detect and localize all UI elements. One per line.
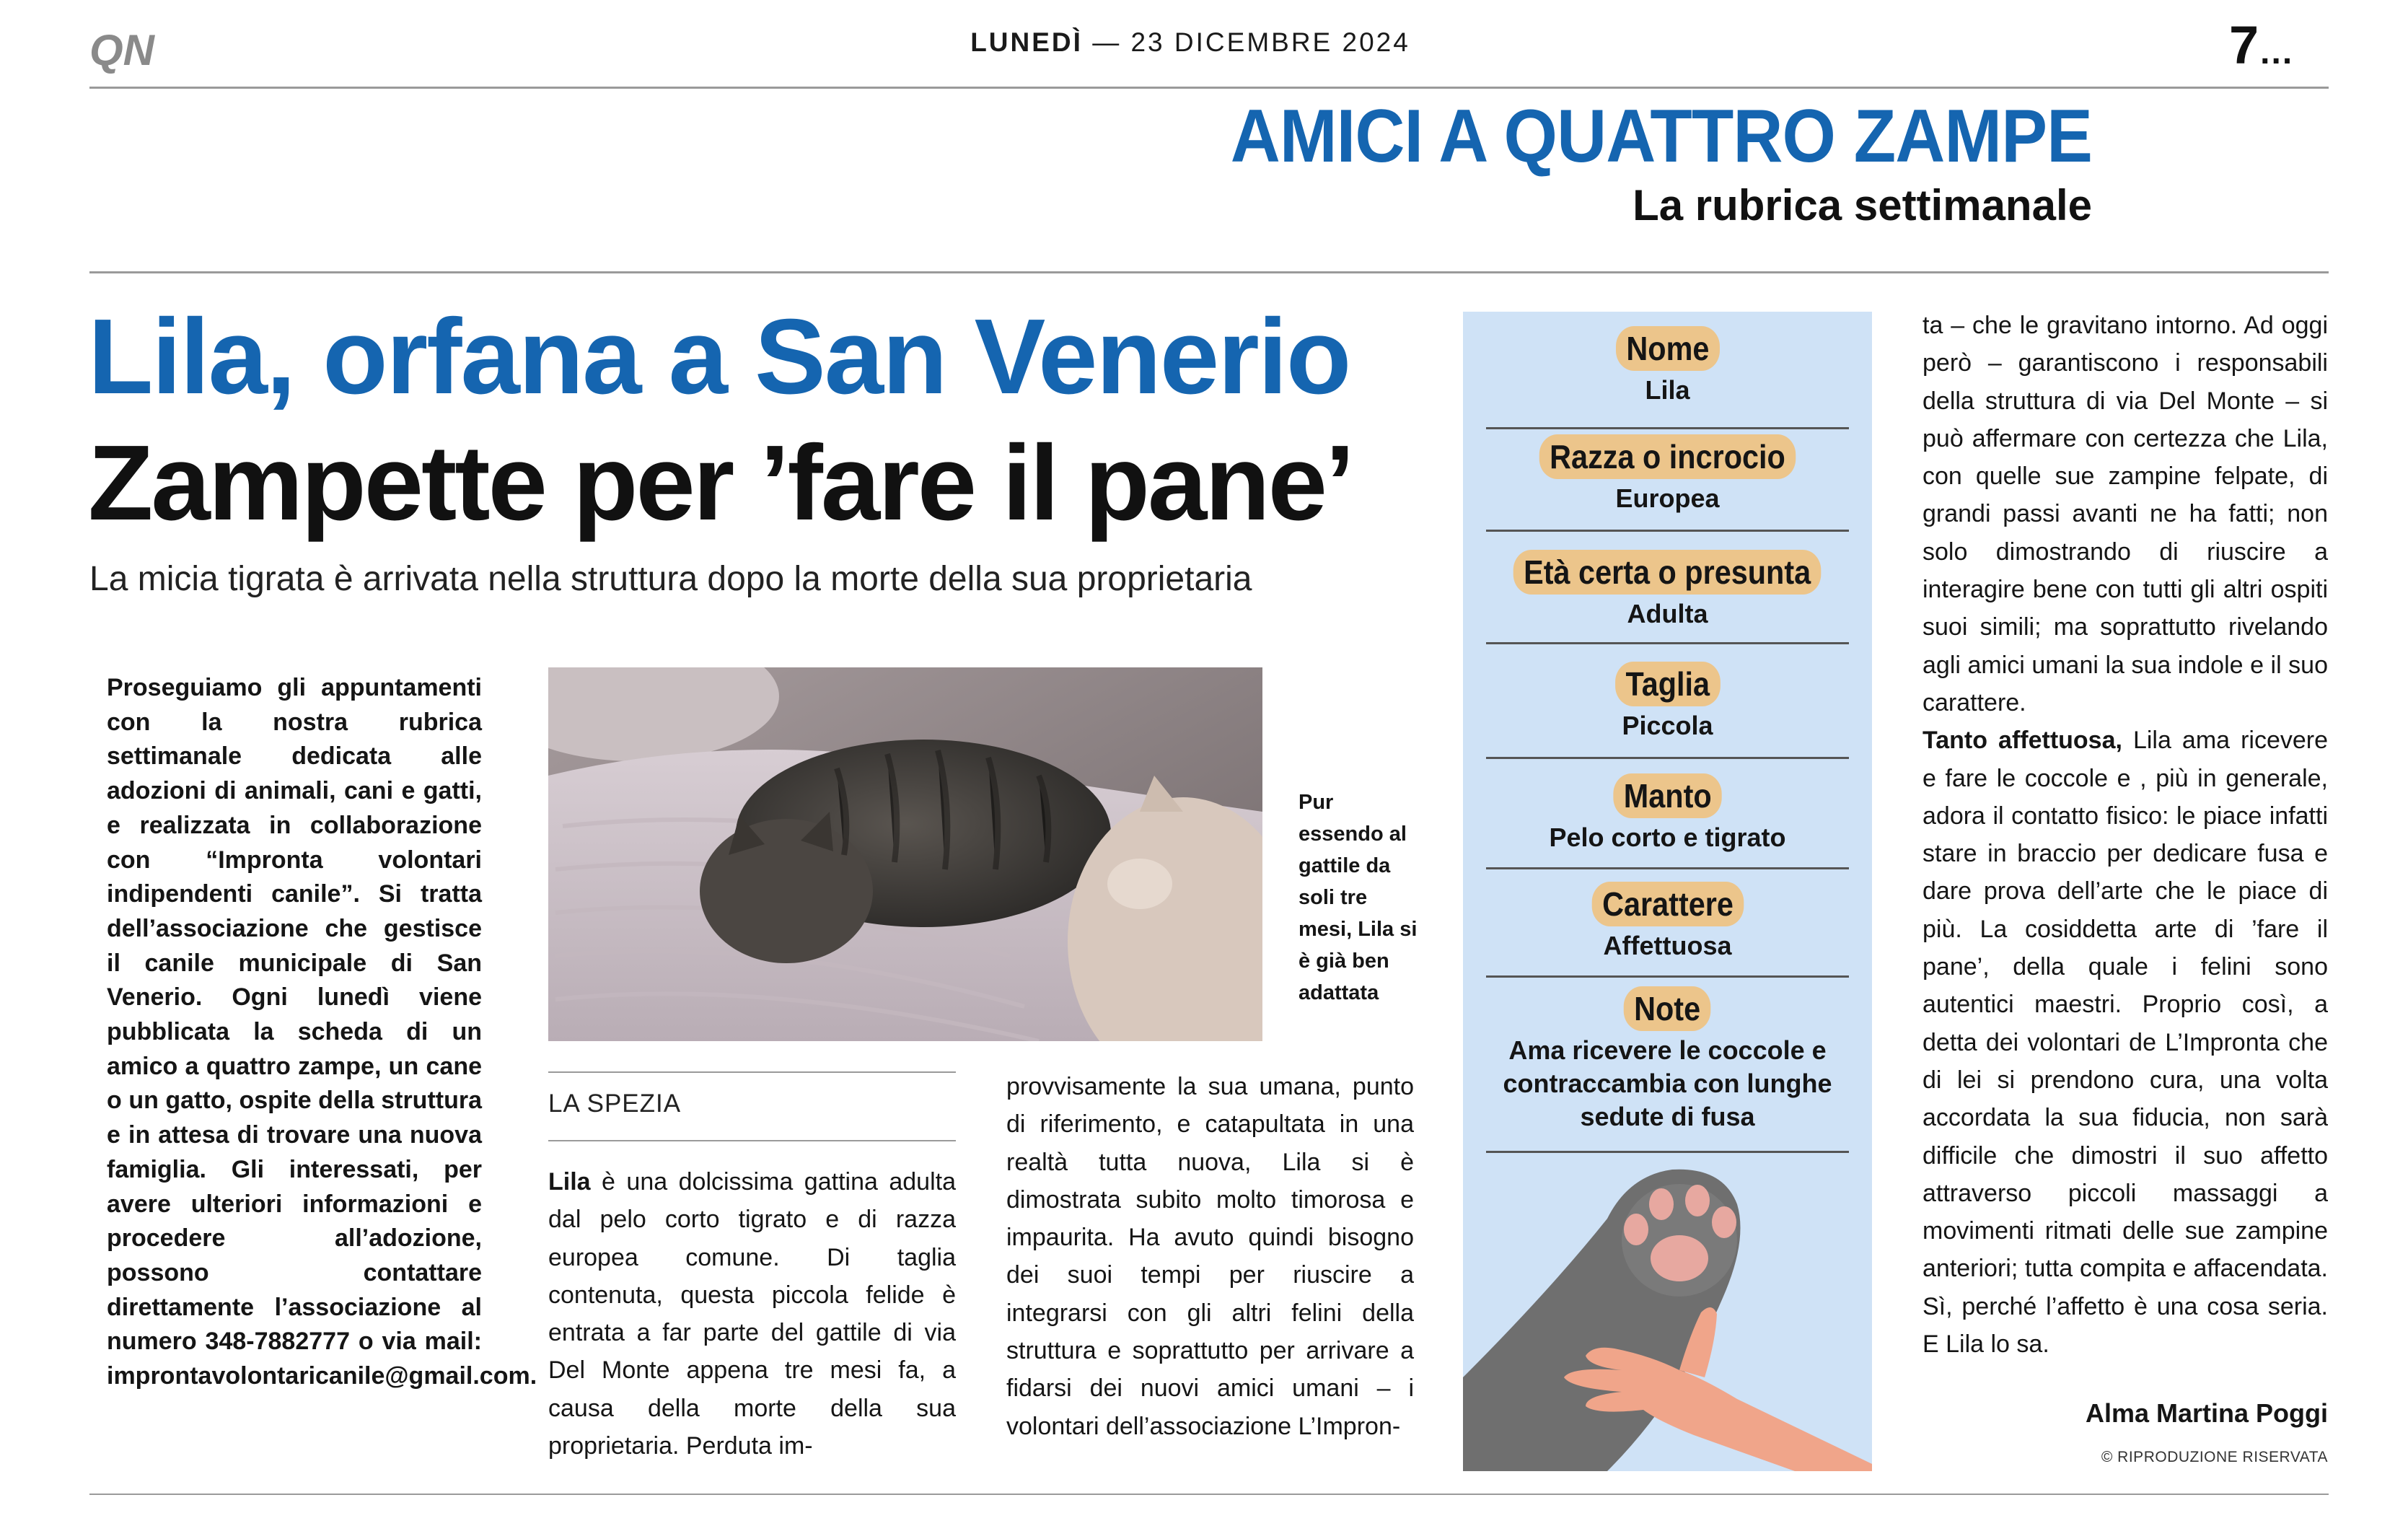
card-separator [1486,975,1849,978]
intro-paragraph: Proseguiamo gli appuntamenti con la nostra rubrica settimanale dedicata alle adozioni di animali, cani e gatti, e realizzata in collaborazione con “Impronta volontari indipendenti canile”. Si tratta dell’associazione che gestisce il canile municipale di San Venerio. Ogni lunedì viene pubblicata la scheda di un amico a quattro zampe, un cane o un gatto, ospite della struttura e in attesa di trovare una nuova famiglia. Gli interessati, per avere ulteriori informazioni e procedere all’adozione, possono contattare direttamente l’associazione al numero 348-7882777 o via mail: improntavolontaricanile@gmail.com. [107,674,537,1390]
card-field-note [1486,986,1849,1133]
location: LA SPEZIA [548,1089,682,1118]
weekday: LUNEDÌ [970,27,1083,57]
card-value: Ama ricevere le coccole e contraccambia con lunghe sedute di fusa [1503,1035,1832,1131]
card-separator [1486,427,1849,429]
card-label: Manto [1613,773,1722,818]
location-rule-top [548,1071,956,1073]
paw-pad-icon [1651,1235,1708,1281]
card-label: Note [1624,986,1711,1031]
location-rule-bottom [548,1140,956,1141]
section-title: AMICI A QUATTRO ZAMPE [1230,95,2092,178]
card-separator [1486,757,1849,759]
standfirst: La micia tigrata è arrivata nella struttura dopo la morte della sua proprietaria [89,560,1252,598]
card-separator [1486,530,1849,532]
qn-logo-text: QN [89,27,154,74]
card-label: Nome [1616,326,1720,371]
top-rule [89,87,2329,89]
page-number-digit: 7 [2229,15,2261,75]
body-lead-name: Lila [548,1168,591,1196]
card-label: Carattere [1591,882,1744,926]
card-separator [1486,867,1849,869]
date: 23 DICEMBRE 2024 [1130,27,1410,57]
copyright: © RIPRODUZIONE RISERVATA [2101,1449,2328,1465]
card-value: Adulta [1627,599,1708,628]
body-column-3 [1923,307,2328,1363]
dateline [794,27,1587,58]
byline: Alma Martina Poggi [2085,1398,2328,1428]
card-field-manto [1486,773,1849,854]
card-label: Taglia [1615,662,1720,706]
body-text-3a: ta – che le gravitano intorno. Ad oggi però – garantiscono i responsabili della struttura di via Del Monte – si può affermare con certezza che Lila, con quelle sue zampine felpate, di grandi passi avanti ne ha fatti; non solo dimostrando di riuscire a interagire bene con tutti gli altri ospiti suoi simili; ma soprattutto rivelando agli amici umani la sua indole e il suo carattere. [1923,312,2328,716]
headline-primary: Lila, orfana a San Venerio [88,297,1350,416]
headline-secondary: Zampette per ’fare il pane’ [88,424,1353,543]
card-field-razza [1486,434,1849,515]
body-text-3b: Lila ama ricevere e fare le coccole e , più in generale, adora il contatto fisico: le piace infatti stare in braccio per dedicare fusa e dare prova dell’arte che le piace di più. La cosiddetta arte di ’fare il pane’, della quale i felini sono autentici maestri. Proprio così, a detta dei volontari de L’Impronta che di lei si prendono cura, una volta accordata la sua fiducia, non sarà difficile che dimostri il suo affetto attraverso piccoli massaggi a movimenti ritmati delle sue zampine anteriori; tutta compita e affacendata. Sì, perché l’affetto è una cosa seria. E Lila lo sa. [1923,727,2328,1359]
card-value: Affettuosa [1603,931,1732,960]
card-separator [1486,1151,1849,1153]
section-subtitle: La rubrica settimanale [1633,181,2092,229]
card-field-nome [1486,326,1849,407]
paw-hand-illustration [1463,1161,1872,1471]
card-field-taglia [1486,662,1849,742]
body-lead-affettuosa: Tanto affettuosa, [1923,727,2122,755]
card-label: Età certa o presunta [1513,550,1822,595]
body-text-1: è una dolcissima gattina adulta dal pelo corto tigrato e di razza europea comune. Di taglia contenuta, questa piccola felide è entrata a far parte del gattile di via Del Monte appena tre mesi fa, a causa della morte della sua proprietaria. Perduta im- [548,1168,956,1460]
card-field-carattere [1486,882,1849,962]
card-value: Piccola [1622,711,1713,740]
photo-caption: Pur essendo al gattile da soli tre mesi, Lila si è già ben adattata [1299,791,1418,1004]
bottom-rule [89,1494,2329,1495]
card-value: Pelo corto e tigrato [1549,823,1786,852]
page-number [2229,14,2293,76]
card-field-eta [1486,550,1849,631]
body-column-2: provvisamente la sua umana, punto di riferimento, e catapultata in una realtà tutta nuova, Lila si è dimostrata subito molto timorosa e impaurita. Ha avuto quindi bisogno dei suoi tempi per riuscire a integrarsi con gli altri felini della struttura e soprattutto per arrivare a fidarsi dei nuovi amici umani – i volontari dell’associazione L’Impron- [1006,1073,1414,1440]
card-value: Europea [1615,483,1720,513]
adoption-card [1463,312,1872,1471]
body-column-1 [548,1163,956,1465]
section-rule [89,271,2329,273]
card-value: Lila [1645,375,1690,405]
date-dash: — [1092,27,1122,57]
page-number-dots: ... [2260,33,2294,71]
card-label: Razza o incrocio [1539,434,1796,479]
cat-photo [548,667,1262,1041]
qn-logo [89,27,183,74]
card-separator [1486,642,1849,644]
